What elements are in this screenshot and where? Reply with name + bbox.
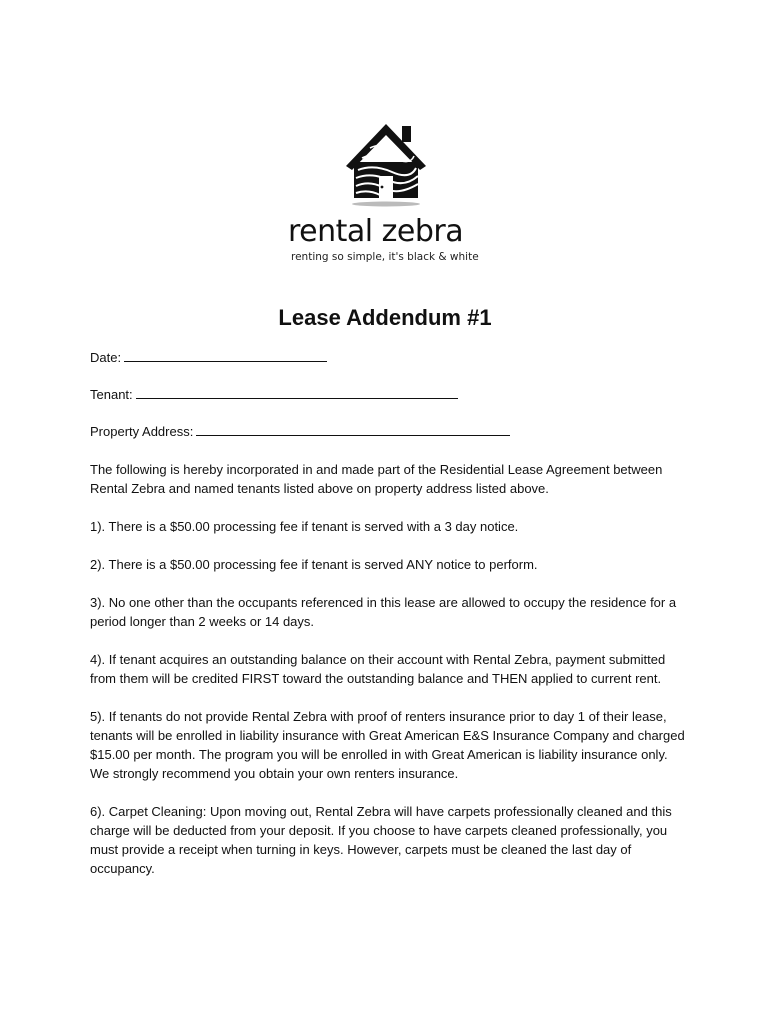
addendum-item-4: 4). If tenant acquires an outstanding balance on their account with Rental Zebra, payment submitted from them will be credited FIRST toward the outstanding balance and THEN applied to current rent. xyxy=(90,652,666,686)
brand-tagline: renting so simple, it's black & white xyxy=(291,251,479,263)
intro-paragraph: The following is hereby incorporated in and made part of the Residential Lease Agreement between Rental Zebra and named tenants listed above on property address listed above. xyxy=(90,462,663,496)
addendum-item-6: 6). Carpet Cleaning: Upon moving out, Rental Zebra will have carpets professionally cleaned and this charge will be deducted from your deposit. If you choose to have carpets cleaned professionally, you must provide a receipt when turning in keys. However, carpets must be cleaned the last day of occupancy. xyxy=(90,804,672,876)
tenant-field xyxy=(90,385,690,404)
document-body xyxy=(90,348,690,878)
tenant-blank-line[interactable] xyxy=(136,385,458,399)
property-address-field xyxy=(90,422,690,441)
property-address-label: Property Address: xyxy=(90,424,194,439)
document-title: Lease Addendum #1 xyxy=(278,305,492,330)
date-field xyxy=(90,348,690,367)
addendum-item-5: 5). If tenants do not provide Rental Zebra with proof of renters insurance prior to day 1 of their lease, tenants will be enrolled in liability insurance with Great American E&S Insurance Company and charged $15.00 per month. The program you will be enrolled in with Great American is liability insurance only. We strongly recommend you obtain your own renters insurance. xyxy=(90,709,685,781)
addendum-item-3: 3). No one other than the occupants referenced in this lease are allowed to occupy the residence for a period longer than 2 weeks or 14 days. xyxy=(90,595,677,629)
property-address-blank-line[interactable] xyxy=(196,422,510,436)
company-logo xyxy=(288,120,488,270)
addendum-item-1: 1). There is a $50.00 processing fee if tenant is served with a 3 day notice. xyxy=(90,519,519,534)
tenant-label: Tenant: xyxy=(90,387,133,402)
brand-name: rental zebra xyxy=(288,214,464,249)
date-label: Date: xyxy=(90,350,122,365)
addendum-item-2: 2). There is a $50.00 processing fee if tenant is served ANY notice to perform. xyxy=(90,557,538,572)
house-icon xyxy=(344,120,428,210)
date-blank-line[interactable] xyxy=(124,348,327,362)
